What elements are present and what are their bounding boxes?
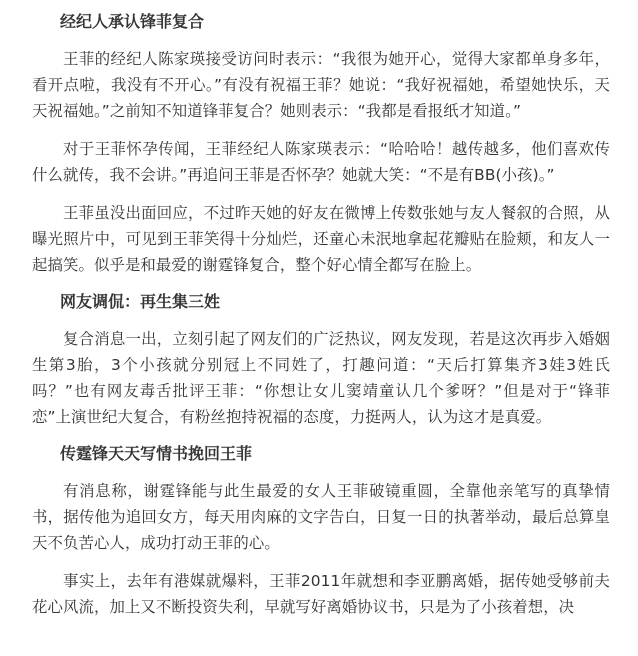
paragraph: 有消息称，谢霆锋能与此生最爱的女人王菲破镜重圆，全靠他亲笔写的真挚情书，据传他为追回女方，每天用肉麻的文字告白，日复一日的执著举动，最后总算皇天不负苦心人，成功打动王菲的心。 bbox=[32, 482, 610, 552]
paragraph: 事实上，去年有港媒就爆料，王菲2011年就想和李亚鹏离婚，据传她受够前夫花心风流，加上又不断投资失利，早就写好离婚协议书，只是为了小孩着想，决 bbox=[32, 572, 610, 616]
section-heading: 网友调侃：再生集三姓 bbox=[60, 292, 221, 311]
paragraph: 王菲虽没出面回应，不过昨天她的好友在微博上传数张她与友人餐叙的合照，从曝光照片中，可见到王菲笑得十分灿烂，还童心未泯地拿起花瓣贴在脸颊，和友人一起搞笑。似乎是和最爱的谢霆锋复合，整个好心情全都写在脸上。 bbox=[32, 204, 610, 274]
section-heading: 经纪人承认锋菲复合 bbox=[60, 12, 205, 31]
paragraph: 复合消息一出，立刻引起了网友们的广泛热议，网友发现，若是这次再步入婚姻生第3胎，3个小孩就分别冠上不同姓了，打趣问道：“天后打算集齐3娃3姓氏吗？”也有网友毒舌批评王菲：“你想让女儿窦靖童认几个爹呀？”但是对于“锋菲恋”上演世纪大复合，有粉丝抱持祝福的态度，力挺两人，认为这才是真爱。 bbox=[32, 330, 610, 426]
section-heading: 传霆锋天天写情书挽回王菲 bbox=[60, 444, 253, 463]
paragraph: 对于王菲怀孕传闻，王菲经纪人陈家瑛表示：“哈哈哈！越传越多，他们喜欢传什么就传，我不会讲。”再追问王菲是否怀孕？她就大笑：“不是有BB(小孩)。” bbox=[32, 140, 610, 184]
paragraph: 王菲的经纪人陈家瑛接受访问时表示：“我很为她开心，觉得大家都单身多年，看开点啦，我没有不开心。”有没有祝福王菲？她说：“我好祝福她，希望她快乐，天天祝福她。”之前知不知道锋菲复合？她则表示：“我都是看报纸才知道。” bbox=[32, 50, 610, 120]
